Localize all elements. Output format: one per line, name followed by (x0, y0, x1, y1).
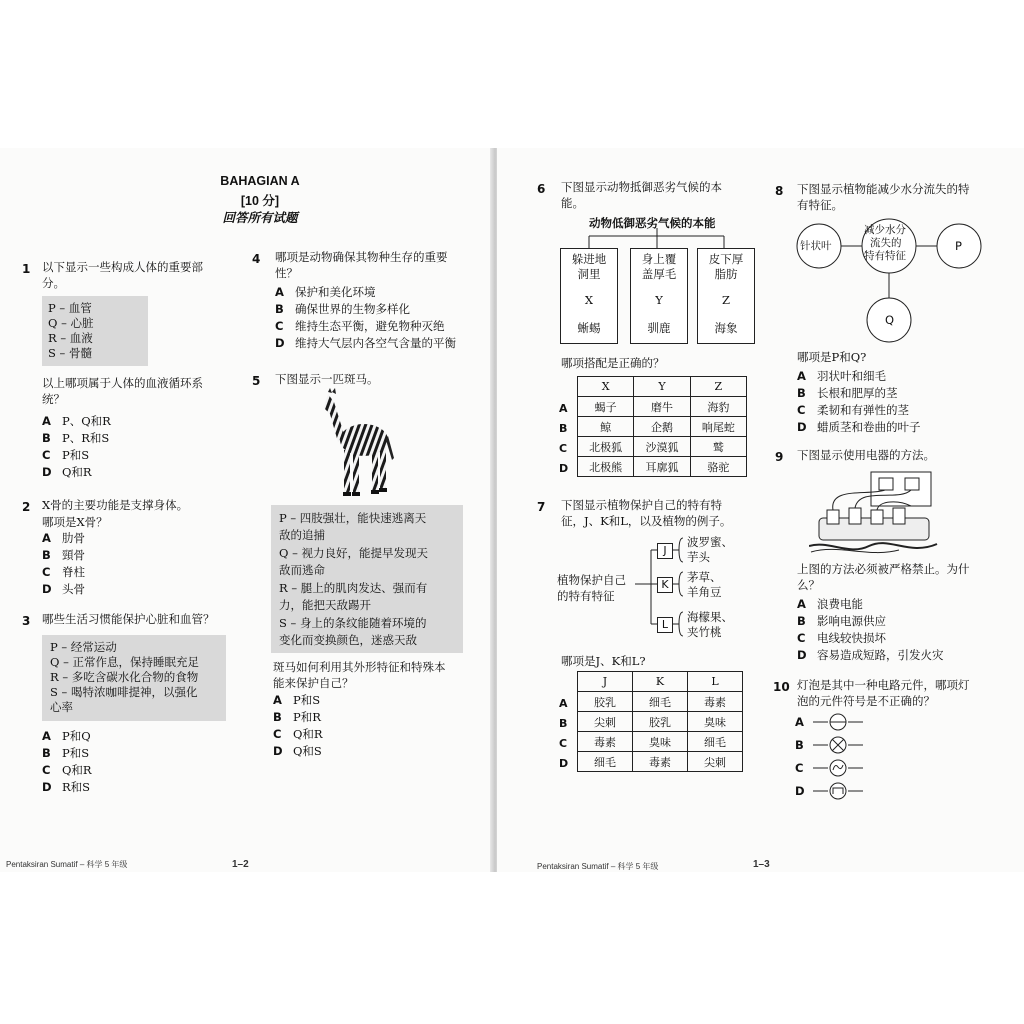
info-box (271, 505, 463, 653)
info-item: P – 经常运动 (50, 640, 117, 654)
question-number: 1 (22, 262, 31, 276)
diagram-column: 躲进地 洞里 X 蜥蜴 (560, 248, 618, 344)
node-label: 特有特征 (864, 250, 906, 262)
diagram-column: 皮下厚 脂肪 Z 海象 (697, 248, 755, 344)
lamp-symbol-b-icon (813, 735, 863, 755)
branch-example: 茅草、 (687, 570, 722, 584)
question-number: 10 (773, 680, 790, 694)
question-prompt: 哪项是J、K和L? (561, 654, 646, 668)
lamp-symbol-c-icon (813, 758, 863, 778)
table-row[interactable]: 北极狐 沙漠狐 鹫 (578, 437, 747, 457)
info-item: P – 四肢强壮，能快速逃离天 (279, 511, 427, 525)
question-stem: 哪项是动物确保其物种生存的重要 (275, 250, 448, 264)
instruction: 回答所有试题 (222, 211, 298, 225)
section-title: BAHAGIAN A (220, 174, 300, 188)
info-item: Q – 视力良好，能提早发现天 (279, 546, 428, 560)
question-prompt: 斑马如何利用其外形特征和特殊本 (273, 660, 446, 674)
question-number: 8 (775, 184, 784, 198)
info-item: S – 身上的条纹能随着环境的 (279, 616, 427, 630)
option-a[interactable]: A P和Q (42, 729, 91, 743)
question-prompt: 哪项搭配是正确的？ (561, 356, 665, 370)
table-row[interactable]: 毒素 臭味 细毛 (578, 732, 743, 752)
option-c[interactable]: C 脊柱 (42, 565, 85, 579)
info-item: 心率 (50, 700, 73, 714)
diagram-label: 的特有特征 (557, 589, 615, 603)
info-item: Q – 正常作息，保持睡眠充足 (50, 655, 199, 669)
option-c[interactable]: C Q和R (273, 727, 323, 741)
row-label: A (559, 402, 568, 415)
option-c[interactable]: C 维持生态平衡，避免物种灭绝 (275, 319, 445, 333)
info-item: S – 喝特浓咖啡提神，以强化 (50, 685, 198, 699)
diagram-title: 动物低御恶劣气候的本能 (589, 216, 716, 230)
question-stem: 泡的元件符号是不正确的？ (797, 694, 935, 708)
option-b[interactable]: B 确保世界的生物多样化 (275, 302, 410, 316)
lamp-symbol-d-icon (813, 781, 863, 801)
question-stem: 征，J、K和L，以及植物的例子。 (561, 514, 732, 528)
zebra-image (320, 388, 400, 500)
info-box (42, 296, 148, 366)
option-c[interactable]: C (795, 761, 804, 775)
row-label: B (559, 717, 568, 730)
question-stem: X骨的主要功能是支撑身体。 (42, 498, 189, 512)
question-stem: 分。 (42, 276, 65, 290)
node-label: 针状叶 (800, 240, 832, 252)
info-item: R – 血液 (48, 331, 93, 345)
branch-key: J (657, 543, 673, 559)
question-stem: 能。 (561, 196, 584, 210)
table-row[interactable]: 细毛 毒素 尖刺 (578, 752, 743, 772)
question-stem: 性？ (275, 266, 298, 280)
question-number: 7 (537, 500, 546, 514)
info-item: 变化而变换颜色，迷惑天敌 (279, 633, 417, 647)
node-label: P (955, 239, 962, 253)
question-number: 2 (22, 500, 31, 514)
option-a[interactable]: A 肋骨 (42, 531, 85, 545)
branch-example: 波罗蜜、 (687, 535, 733, 549)
option-b[interactable]: B 影响电源供应 (797, 614, 886, 628)
info-item: 敌的追捕 (279, 528, 325, 542)
question-number: 3 (22, 614, 31, 628)
row-label: D (559, 757, 569, 770)
diagram-column: 身上覆 盖厚毛 Y 驯鹿 (630, 248, 688, 344)
option-b[interactable]: B P和S (42, 746, 90, 760)
option-b[interactable]: B (795, 738, 804, 752)
option-d[interactable]: D (795, 784, 805, 798)
row-label: D (559, 462, 569, 475)
option-c[interactable]: C 柔韧和有弹性的茎 (797, 403, 909, 417)
row-label: A (559, 697, 568, 710)
overloaded-socket-image (809, 466, 943, 558)
question-stem: 下图显示一匹斑马。 (275, 372, 379, 386)
row-label: B (559, 422, 568, 435)
option-d[interactable]: D Q和S (273, 744, 322, 758)
question-stem: 下图显示动物抵御恶劣气候的本 (561, 180, 722, 194)
option-a[interactable]: A P和S (273, 693, 321, 707)
question-stem: 有特征。 (797, 198, 843, 212)
marks-label: [10 分] (240, 194, 280, 208)
answer-table: J K L 胶乳 细毛 毒素 尖刺 胶乳 臭味 毒素 臭味 细毛 细毛 毒素 尖刺 (577, 671, 743, 772)
option-d[interactable]: D R和S (42, 780, 91, 794)
page-number: 1–2 (232, 859, 249, 870)
lamp-symbol-a-icon (813, 712, 863, 732)
info-item: R – 多吃含碳水化合物的食物 (50, 670, 199, 684)
node-label: 减少水分 (864, 224, 906, 236)
info-item: Q – 心脏 (48, 316, 94, 330)
row-label: C (559, 442, 568, 455)
info-box (42, 635, 226, 721)
option-a[interactable]: A 羽状叶和细毛 (797, 369, 886, 383)
info-item: S – 骨髓 (48, 346, 92, 360)
option-d[interactable]: D 维持大气层内各空气含量的平衡 (275, 336, 456, 350)
option-a[interactable]: A P、Q和R (42, 414, 111, 428)
page-footer: Pentaksiran Sumatif – 科学 5 年级 (6, 860, 128, 869)
option-d[interactable]: D 容易造成短路，引发火灾 (797, 648, 944, 662)
diagram-label: 植物保护自己 (557, 573, 626, 587)
question-stem: 灯泡是其中一种电路元件，哪项灯 (797, 678, 970, 692)
option-d[interactable]: D 头骨 (42, 582, 85, 596)
question-prompt: 能来保护自己？ (273, 676, 354, 690)
question-stem: 下图显示使用电器的方法。 (797, 448, 935, 462)
question-number: 9 (775, 450, 784, 464)
question-stem: 以下显示一些构成人体的重要部 (42, 260, 203, 274)
info-item: P – 血管 (48, 301, 92, 315)
question-prompt: 上图的方法必须被严格禁止。为什 (797, 562, 970, 576)
table-row[interactable]: 胶乳 细毛 毒素 (578, 692, 743, 712)
question-prompt: 么？ (797, 578, 820, 592)
branch-example: 芋头 (687, 550, 710, 564)
option-c[interactable]: C Q和R (42, 763, 92, 777)
table-row[interactable]: 尖刺 胶乳 臭味 (578, 712, 743, 732)
table-row[interactable]: 北极熊 耳廓狐 骆驼 (578, 457, 747, 477)
info-item: 力，能把天敌踢开 (279, 598, 371, 612)
question-number: 4 (252, 252, 261, 266)
question-prompt: 统？ (42, 392, 65, 406)
branch-example: 羊角豆 (687, 585, 722, 599)
right-page (497, 148, 1024, 872)
question-stem: 哪些生活习惯能保护心脏和血管？ (42, 612, 215, 626)
node-label: 流失的 (870, 237, 902, 249)
question-prompt: 哪项是P和Q? (797, 350, 867, 364)
option-c[interactable]: C 电线较快损坏 (797, 631, 886, 645)
option-b[interactable]: B 頸骨 (42, 548, 85, 562)
page-footer: Pentaksiran Sumatif – 科学 5 年级 (537, 862, 659, 871)
branch-example: 海檬果、 (687, 610, 733, 624)
answer-table: X Y Z 蝎子 磨牛 海豹 鲸 企鹅 响尾蛇 北极狐 沙漠狐 鹫 北极熊 耳廓狐 骆驼 (577, 376, 747, 477)
option-d[interactable]: D 蜡质茎和卷曲的叶子 (797, 420, 921, 434)
question-number: 6 (537, 182, 546, 196)
option-b[interactable]: B P、R和S (42, 431, 110, 445)
info-item: 敌而逃命 (279, 563, 325, 577)
left-page (0, 148, 492, 872)
option-a[interactable]: A (795, 715, 804, 729)
question-stem: 哪项是X骨？ (42, 515, 108, 529)
question-stem: 下图显示植物保护自己的特有特 (561, 498, 722, 512)
option-b[interactable]: B P和R (273, 710, 321, 724)
question-number: 5 (252, 374, 261, 388)
table-row[interactable]: 鲸 企鹅 响尾蛇 (578, 417, 747, 437)
page-number: 1–3 (753, 859, 770, 870)
branch-example: 夹竹桃 (687, 625, 722, 639)
question-prompt: 以上哪项属于人体的血液循环系 (42, 376, 203, 390)
info-item: R – 腿上的肌肉发达、强而有 (279, 581, 428, 595)
option-a[interactable]: A 浪费电能 (797, 597, 863, 611)
row-label: C (559, 737, 568, 750)
option-a[interactable]: A 保护和美化环境 (275, 285, 376, 299)
branch-key: L (657, 617, 673, 633)
question-stem: 下图显示植物能减少水分流失的特 (797, 182, 970, 196)
option-c[interactable]: C P和S (42, 448, 90, 462)
table-row[interactable]: 蝎子 磨牛 海豹 (578, 397, 747, 417)
option-d[interactable]: D Q和R (42, 465, 92, 479)
option-b[interactable]: B 长根和肥厚的茎 (797, 386, 898, 400)
diagram-connector (557, 228, 757, 250)
node-label: Q (885, 313, 895, 327)
branch-key: K (657, 577, 673, 593)
